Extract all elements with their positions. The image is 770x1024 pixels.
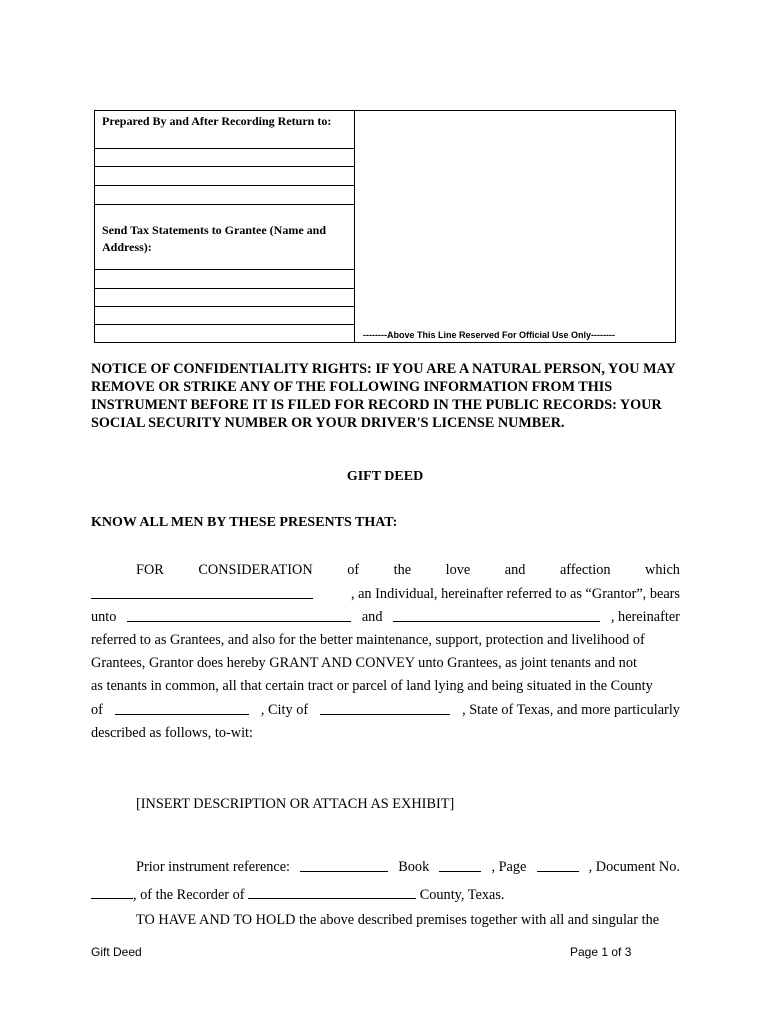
official-use-notice: --------Above This Line Reserved For Official Use Only-------- — [363, 330, 616, 340]
page-label: , Page — [491, 859, 527, 875]
of-text: of — [91, 702, 103, 718]
body-line-5: Grantees, Grantor does hereby GRANT AND CONVEY unto Grantees, as joint tenants and not — [91, 655, 637, 671]
tax-address-line-1[interactable] — [95, 269, 355, 270]
word: love — [445, 562, 471, 578]
grantee-2-blank[interactable] — [393, 609, 600, 622]
grantor-line — [91, 586, 680, 603]
hereinafter-text: , hereinafter — [610, 609, 680, 625]
send-tax-label: Send Tax Statements to Grantee (Name and Address): — [102, 223, 326, 254]
recorder-of-text: , of the Recorder of — [133, 887, 245, 903]
unto-text: unto — [91, 609, 117, 625]
return-address-line-1[interactable] — [95, 148, 355, 149]
insert-description-placeholder: [INSERT DESCRIPTION OR ATTACH AS EXHIBIT] — [136, 796, 455, 812]
page-blank[interactable] — [537, 859, 579, 872]
document-no-label: , Document No. — [588, 859, 680, 875]
book-blank[interactable] — [439, 859, 481, 872]
return-address-line-2[interactable] — [95, 166, 355, 167]
grantee-1-blank[interactable] — [127, 609, 351, 622]
grantor-name-blank[interactable] — [91, 586, 313, 599]
consideration-line — [136, 562, 680, 579]
word: the — [393, 562, 412, 578]
city-of-text: , City of — [260, 702, 309, 718]
state-text: , State of Texas, and more particularly — [462, 702, 680, 718]
return-address-line-3[interactable] — [95, 185, 355, 186]
word: which — [645, 562, 680, 578]
return-info-column — [95, 111, 355, 342]
know-all-men-heading: KNOW ALL MEN BY THESE PRESENTS THAT: — [91, 515, 398, 530]
county-blank[interactable] — [115, 702, 249, 715]
grantees-line — [91, 609, 680, 626]
document-no-blank[interactable] — [91, 886, 133, 899]
body-line-4: referred to as Grantees, and also for the better maintenance, support, protection and livelihood of — [91, 632, 645, 648]
tax-address-line-2[interactable] — [95, 288, 355, 289]
word: CONSIDERATION — [198, 562, 313, 578]
body-line-8: described as follows, to-wit: — [91, 725, 253, 741]
recording-header-table — [94, 110, 676, 343]
word: FOR — [136, 562, 164, 578]
prior-reference-blank[interactable] — [300, 859, 388, 872]
county-city-line — [91, 702, 680, 719]
return-address-line-4[interactable] — [95, 204, 355, 205]
confidentiality-notice: NOTICE OF CONFIDENTIALITY RIGHTS: IF YOU ARE A NATURAL PERSON, YOU MAY REMOVE OR STRIKE ANY OF THE FOLLOWING INFORMATION FROM THIS INSTRUMENT BEFORE IT IS FILED FOR RECORD IN THE PUBLIC RECORDS: YOUR SOCIAL SECURITY NUMBER OR YOUR DRIVER'S LICENSE NUMBER. — [91, 361, 676, 431]
prepared-by-label: Prepared By and After Recording Return to: — [102, 114, 332, 128]
and-text: and — [361, 609, 383, 625]
book-label: Book — [398, 859, 430, 875]
word: affection — [559, 562, 611, 578]
tax-address-line-3[interactable] — [95, 306, 355, 307]
tax-address-line-4[interactable] — [95, 324, 355, 325]
word: and — [504, 562, 526, 578]
habendum-clause: TO HAVE AND TO HOLD the above described premises together with all and singular the — [136, 912, 660, 928]
city-blank[interactable] — [320, 702, 450, 715]
grantor-text: , an Individual, hereinafter referred to as “Grantor”, bears — [350, 586, 680, 602]
footer-page-number: Page 1 of 3 — [570, 945, 632, 959]
document-title: GIFT DEED — [346, 469, 424, 484]
prior-reference-label: Prior instrument reference: — [136, 859, 291, 875]
recorder-county-blank[interactable] — [248, 886, 416, 899]
footer-document-name: Gift Deed — [91, 945, 142, 959]
prior-instrument-line — [136, 859, 680, 876]
body-line-6: as tenants in common, all that certain tract or parcel of land lying and being situated in the County — [91, 678, 653, 694]
county-texas-text: County, Texas. — [419, 887, 505, 903]
recorder-line — [91, 886, 680, 904]
word: of — [347, 562, 360, 578]
